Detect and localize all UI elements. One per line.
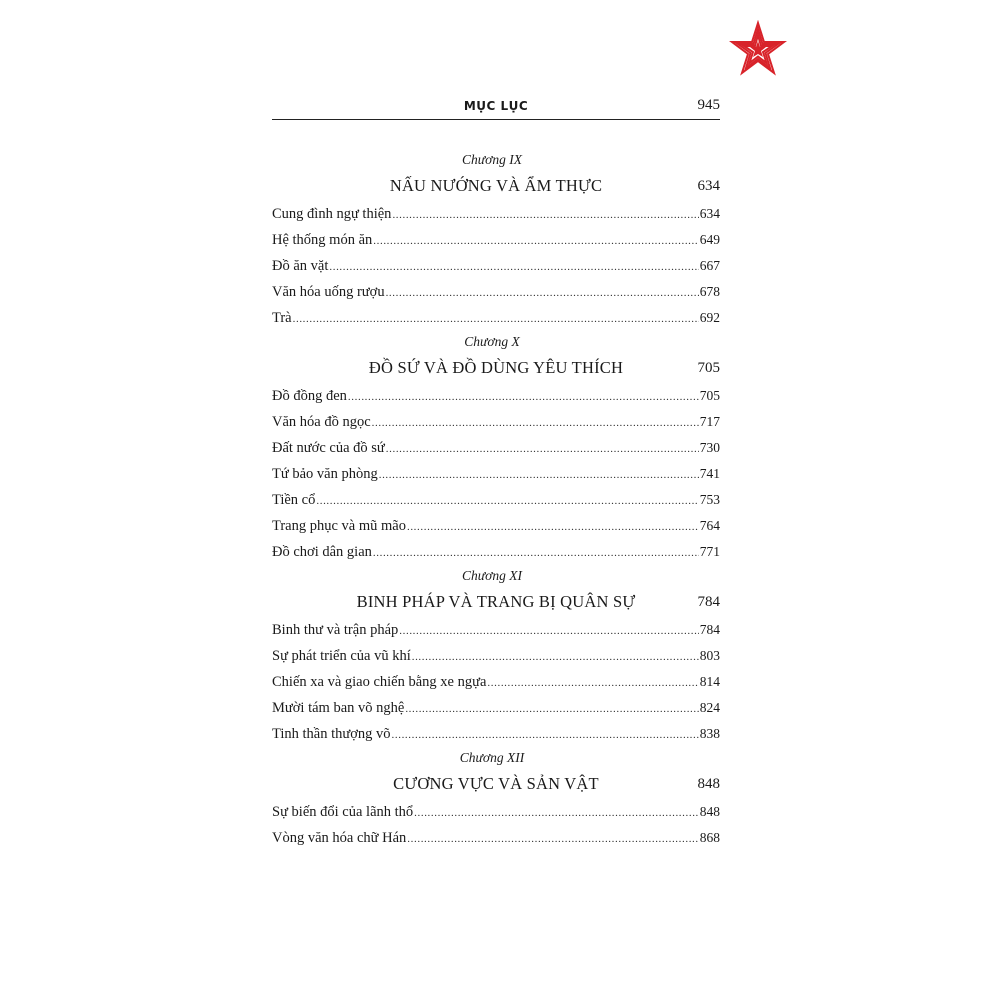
entry-page: 678 [699,284,720,299]
dot-leader [392,202,698,228]
entry-title: Tinh thần thượng võ [272,726,391,742]
chapter-label: Chương XI [462,568,522,583]
toc-entry[interactable] [272,669,720,695]
toc-entry[interactable] [272,253,720,279]
dot-leader [372,410,699,436]
dot-leader [386,280,699,306]
entry-page: 868 [699,830,720,845]
entry-title: Đồ đồng đen [272,388,347,404]
dot-leader [316,488,698,514]
page-number: 945 [697,97,720,113]
toc-entry[interactable] [272,435,720,461]
entry-page: 649 [699,232,720,247]
dot-leader [392,722,699,748]
toc-entry[interactable] [272,383,720,409]
entry-title: Sự biến đổi của lãnh thổ [272,804,414,820]
entry-title: Tứ bảo văn phòng [272,466,378,482]
chapter-title: ĐỒ SỨ VÀ ĐỒ DÙNG YÊU THÍCH [368,358,624,377]
entry-page: 784 [699,622,720,637]
entry-page: 753 [699,492,720,507]
page-header [272,97,720,120]
entry-page: 692 [699,310,720,325]
dot-leader [293,306,699,332]
chapter-title-row[interactable] [272,587,720,617]
toc-entry[interactable] [272,825,720,851]
chapter-title: CƯƠNG VỰC VÀ SẢN VẬT [393,774,599,793]
chapter-xii [272,747,720,851]
dot-leader [348,384,699,410]
entry-title: Trà [272,310,292,326]
entry-title: Tiền cổ [272,492,316,508]
toc-entry[interactable] [272,227,720,253]
dot-leader [405,696,698,722]
entry-title: Sự phát triển của vũ khí [272,648,411,664]
chapter-ix [272,149,720,331]
toc-entry[interactable] [272,513,720,539]
entry-page: 814 [699,674,720,689]
chapter-label: Chương IX [462,152,522,167]
entry-title: Mười tám ban võ nghệ [272,700,405,716]
entry-page: 764 [699,518,720,533]
dot-leader [407,514,699,540]
chapter-label: Chương XII [459,750,525,765]
dot-leader [379,462,699,488]
toc-entry[interactable] [272,695,720,721]
entry-page: 634 [699,206,720,221]
dot-leader [407,826,698,852]
chapter-title-row[interactable] [272,769,720,799]
entry-title: Hệ thống món ăn [272,232,373,248]
entry-page: 730 [699,440,720,455]
entry-title: Văn hóa uống rượu [272,284,385,300]
toc-entry[interactable] [272,799,720,825]
chapter-page: 634 [697,178,720,194]
chapter-page: 784 [697,594,720,610]
toc-entry[interactable] [272,617,720,643]
entry-page: 667 [699,258,720,273]
chapter-title-row[interactable] [272,171,720,201]
entry-page: 717 [699,414,720,429]
toc-entry[interactable] [272,539,720,565]
chapter-page: 705 [697,360,720,376]
dot-leader [487,670,698,696]
entry-title: Đất nước của đồ sứ [272,440,385,456]
entry-page: 803 [699,648,720,663]
toc-entry[interactable] [272,487,720,513]
publisher-logo-icon [728,20,788,80]
toc-entry[interactable] [272,305,720,331]
entry-title: Đồ chơi dân gian [272,544,372,560]
entry-title: Binh thư và trận pháp [272,622,399,638]
toc-entry[interactable] [272,279,720,305]
dot-leader [373,228,698,254]
chapter-xi [272,565,720,747]
dot-leader [414,800,699,826]
dot-leader [373,540,699,566]
toc-entry[interactable] [272,409,720,435]
toc-entry[interactable] [272,721,720,747]
chapter-x [272,331,720,565]
toc-page [272,97,720,851]
entry-title: Vòng văn hóa chữ Hán [272,830,407,846]
chapter-title-row[interactable] [272,353,720,383]
chapter-title: BINH PHÁP VÀ TRANG BỊ QUÂN SỰ [356,592,636,611]
entry-page: 771 [699,544,720,559]
dot-leader [399,618,698,644]
running-title: MỤC LỤC [463,99,529,113]
chapter-page: 848 [697,776,720,792]
entry-title: Cung đình ngự thiện [272,206,392,222]
entry-page: 741 [699,466,720,481]
entry-title: Đồ ăn vặt [272,258,329,274]
dot-leader [386,436,699,462]
entry-title: Văn hóa đồ ngọc [272,414,371,430]
toc-entry[interactable] [272,201,720,227]
chapter-title: NẤU NƯỚNG VÀ ẨM THỰC [389,176,603,195]
entry-page: 824 [699,700,720,715]
toc-entry[interactable] [272,643,720,669]
toc-entry[interactable] [272,461,720,487]
entry-page: 848 [699,804,720,819]
entry-title: Trang phục và mũ mão [272,518,406,534]
entry-page: 705 [699,388,720,403]
chapter-label: Chương X [464,334,520,349]
dot-leader [329,254,698,280]
dot-leader [412,644,699,670]
entry-page: 838 [699,726,720,741]
entry-title: Chiến xa và giao chiến bằng xe ngựa [272,674,487,690]
